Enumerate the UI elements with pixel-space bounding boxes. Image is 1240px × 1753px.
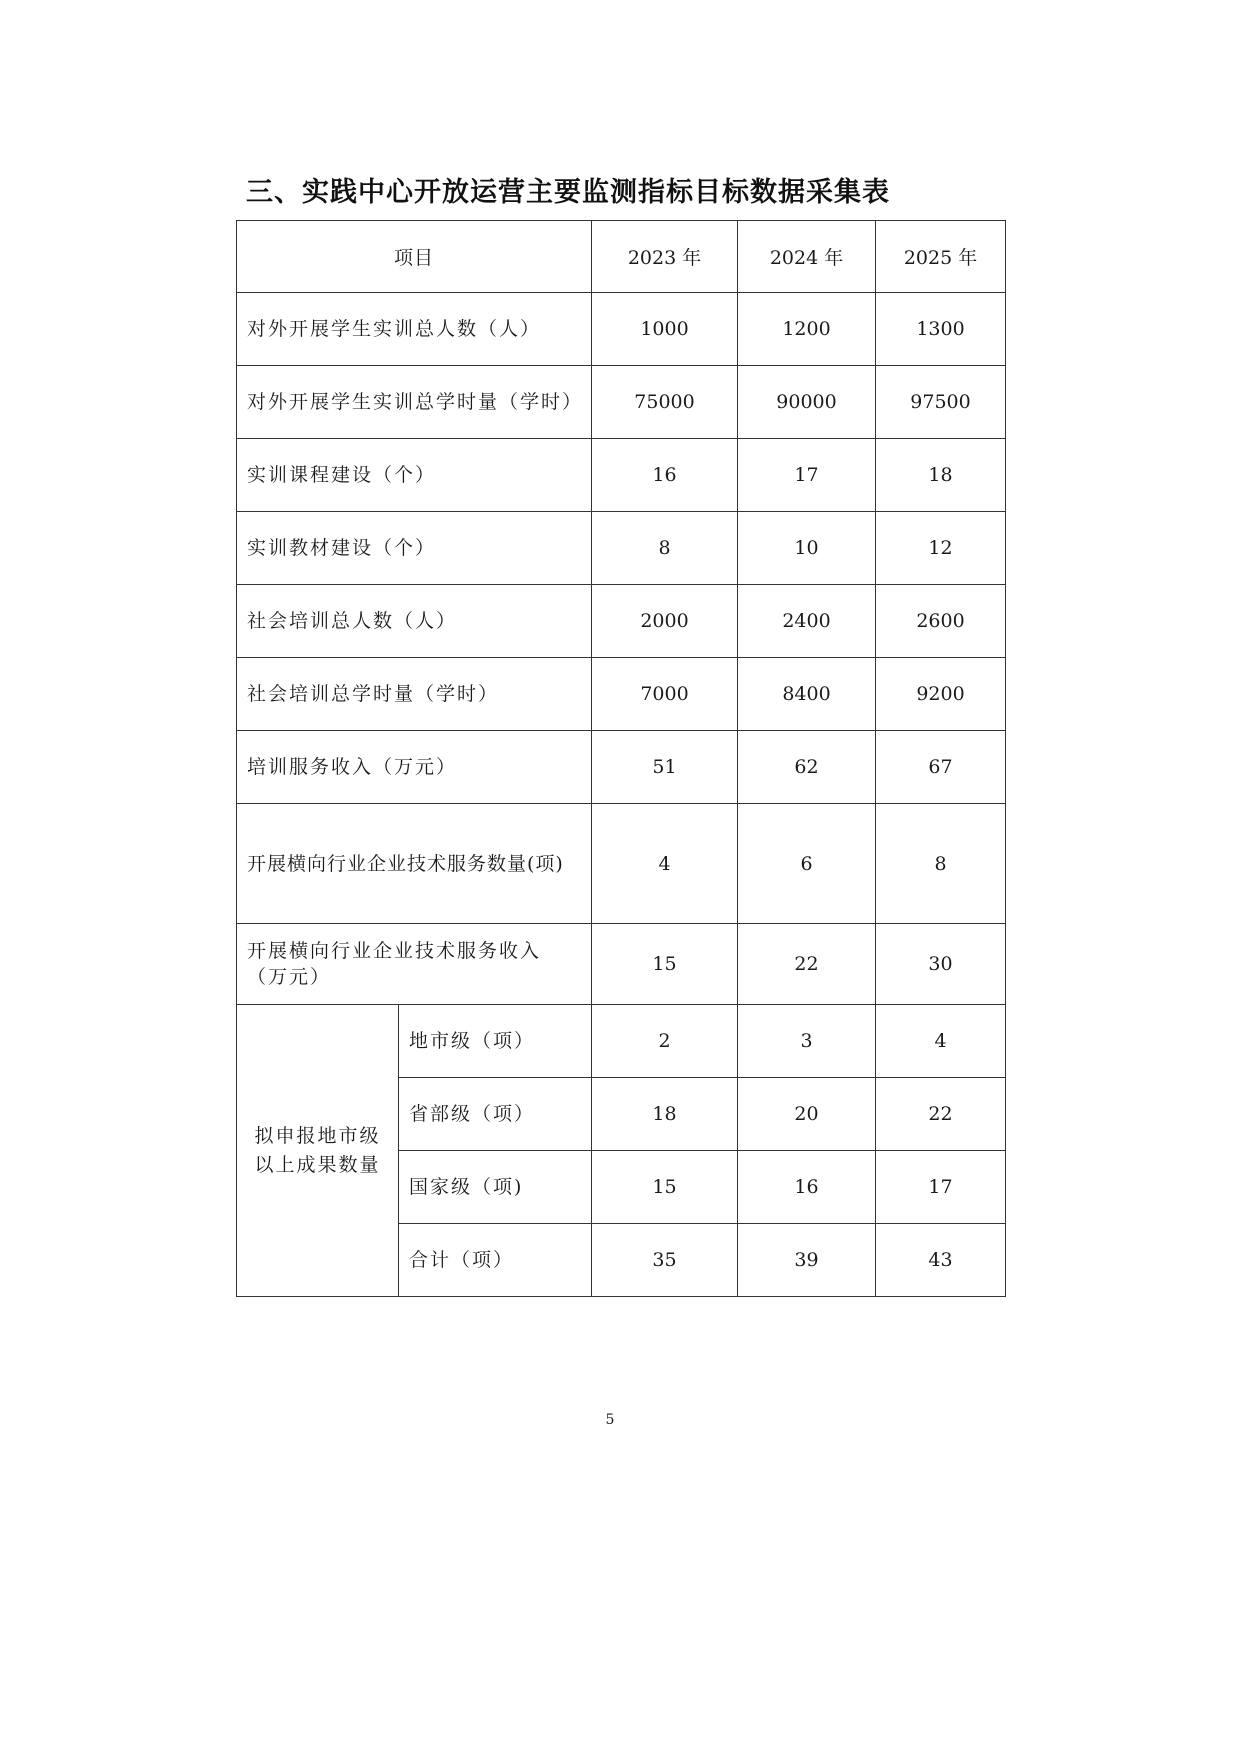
cell-2023: 16 xyxy=(592,439,738,512)
cell-2024: 3 xyxy=(738,1005,876,1078)
monitoring-indicator-table xyxy=(236,220,1006,1297)
row-label: 开展横向行业企业技术服务收入（万元） xyxy=(237,924,592,1005)
table-row xyxy=(237,658,1006,731)
row-label: 实训课程建设（个） xyxy=(237,439,592,512)
cell-2024: 8400 xyxy=(738,658,876,731)
header-year-2024: 2024 年 xyxy=(738,221,876,293)
cell-2024: 6 xyxy=(738,804,876,924)
cell-2024: 39 xyxy=(738,1224,876,1297)
cell-2024: 1200 xyxy=(738,293,876,366)
table-row xyxy=(237,293,1006,366)
cell-2025: 12 xyxy=(876,512,1006,585)
cell-2025: 4 xyxy=(876,1005,1006,1078)
header-row xyxy=(237,221,1006,293)
cell-2025: 22 xyxy=(876,1078,1006,1151)
cell-2025: 17 xyxy=(876,1151,1006,1224)
cell-2023: 51 xyxy=(592,731,738,804)
table-row xyxy=(237,366,1006,439)
row-label: 社会培训总学时量（学时） xyxy=(237,658,592,731)
group-label: 拟申报地市级以上成果数量 xyxy=(237,1005,399,1297)
row-label: 社会培训总人数（人） xyxy=(237,585,592,658)
cell-2024: 17 xyxy=(738,439,876,512)
row-label: 开展横向行业企业技术服务数量(项) xyxy=(237,804,592,924)
cell-2023: 75000 xyxy=(592,366,738,439)
header-item: 项目 xyxy=(237,221,592,293)
cell-2025: 2600 xyxy=(876,585,1006,658)
cell-2023: 1000 xyxy=(592,293,738,366)
row-label: 实训教材建设（个） xyxy=(237,512,592,585)
cell-2023: 8 xyxy=(592,512,738,585)
table-row xyxy=(237,1005,1006,1078)
cell-2024: 16 xyxy=(738,1151,876,1224)
cell-2025: 30 xyxy=(876,924,1006,1005)
cell-2023: 18 xyxy=(592,1078,738,1151)
cell-2025: 43 xyxy=(876,1224,1006,1297)
cell-2023: 15 xyxy=(592,924,738,1005)
table-row xyxy=(237,585,1006,658)
header-year-2023: 2023 年 xyxy=(592,221,738,293)
cell-2024: 22 xyxy=(738,924,876,1005)
cell-2023: 2 xyxy=(592,1005,738,1078)
row-label: 国家级（项) xyxy=(399,1151,592,1224)
cell-2024: 2400 xyxy=(738,585,876,658)
row-label: 对外开展学生实训总人数（人） xyxy=(237,293,592,366)
page-number: 5 xyxy=(605,1412,615,1428)
row-label: 对外开展学生实训总学时量（学时） xyxy=(237,366,592,439)
cell-2025: 18 xyxy=(876,439,1006,512)
row-label: 培训服务收入（万元） xyxy=(237,731,592,804)
cell-2025: 67 xyxy=(876,731,1006,804)
cell-2024: 20 xyxy=(738,1078,876,1151)
table-row xyxy=(237,924,1006,1005)
table-row xyxy=(237,512,1006,585)
row-label: 合计（项） xyxy=(399,1224,592,1297)
table-row xyxy=(237,439,1006,512)
cell-2023: 4 xyxy=(592,804,738,924)
cell-2025: 1300 xyxy=(876,293,1006,366)
cell-2023: 7000 xyxy=(592,658,738,731)
header-year-2025: 2025 年 xyxy=(876,221,1006,293)
cell-2025: 97500 xyxy=(876,366,1006,439)
row-label: 地市级（项） xyxy=(399,1005,592,1078)
cell-2025: 8 xyxy=(876,804,1006,924)
cell-2023: 2000 xyxy=(592,585,738,658)
cell-2025: 9200 xyxy=(876,658,1006,731)
table-row xyxy=(237,804,1006,924)
row-label: 省部级（项） xyxy=(399,1078,592,1151)
cell-2024: 90000 xyxy=(738,366,876,439)
page-title: 三、实践中心开放运营主要监测指标目标数据采集表 xyxy=(246,177,890,208)
cell-2024: 10 xyxy=(738,512,876,585)
table-row xyxy=(237,731,1006,804)
cell-2023: 35 xyxy=(592,1224,738,1297)
cell-2024: 62 xyxy=(738,731,876,804)
cell-2023: 15 xyxy=(592,1151,738,1224)
